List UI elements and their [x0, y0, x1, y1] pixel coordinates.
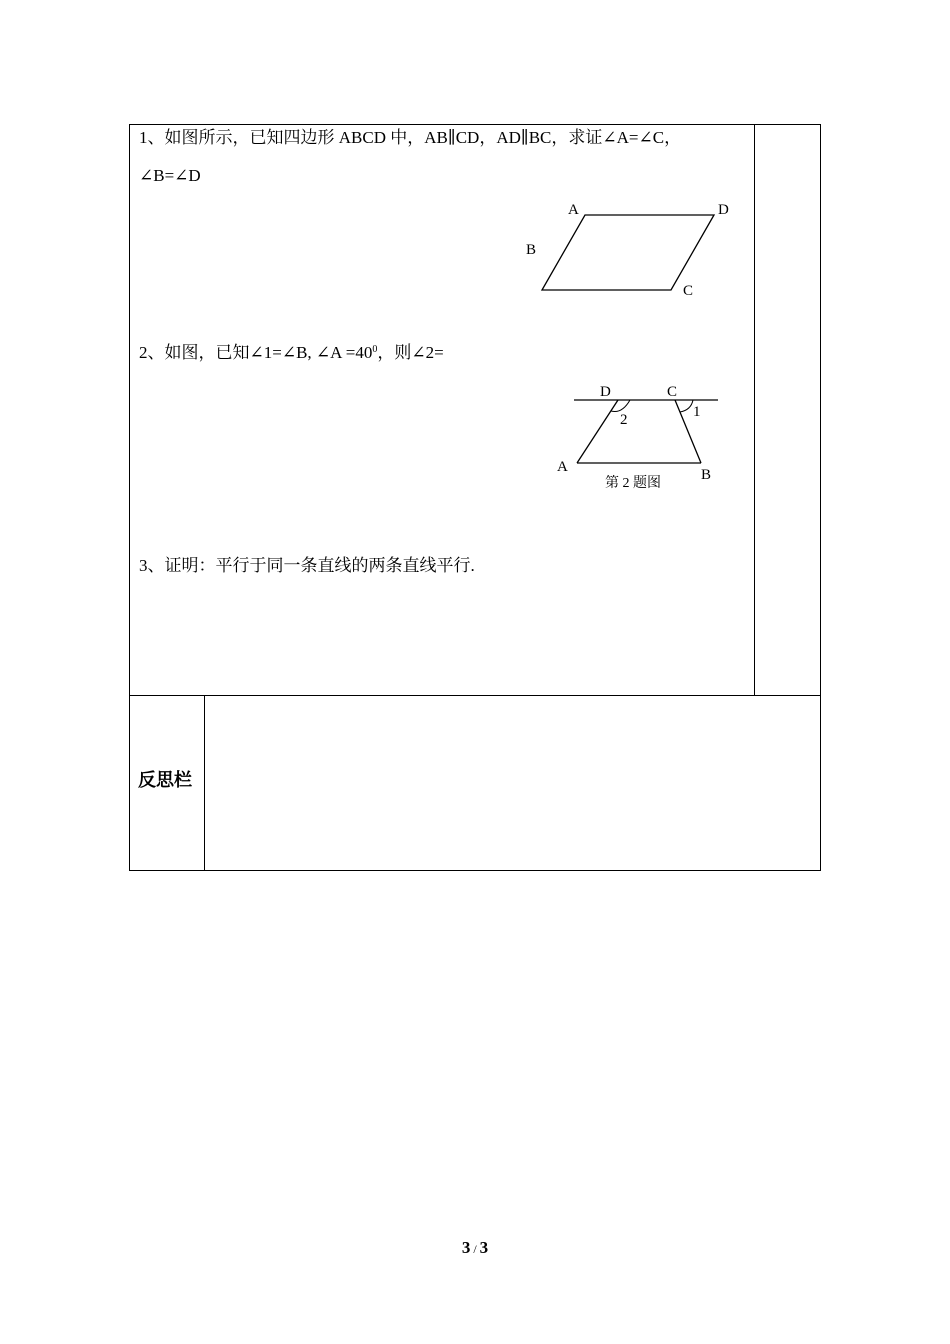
q2-vertex-label-d: D [600, 384, 611, 400]
reflection-label: 反思栏 [138, 770, 192, 790]
q2-angle-label-2: 2 [620, 412, 628, 428]
segment-ad [577, 400, 618, 463]
q2-vertex-label-b: B [701, 467, 712, 483]
page-number-total: 3 [479, 1238, 489, 1257]
page-number-separator: / [473, 1242, 477, 1256]
page-number [0, 1238, 950, 1258]
angle-1-arc [680, 400, 693, 412]
q1-vertex-label-c: C [683, 283, 694, 299]
question-3-text: 3、证明：平行于同一条直线的两条直线平行. [139, 556, 475, 575]
q1-vertex-label-b: B [526, 242, 537, 258]
question-1-text-line-2: ∠B=∠D [139, 166, 201, 185]
q2-vertex-label-c: C [667, 384, 678, 400]
page-number-current: 3 [461, 1238, 471, 1257]
reflection-area[interactable] [206, 697, 819, 869]
q2-angle-label-1: 1 [693, 404, 701, 420]
question-1-text-line-1: 1、如图所示，已知四边形 ABCD 中，AB∥CD，AD∥BC，求证∠A=∠C， [139, 128, 682, 147]
question-2-text-before: 2、如图，已知∠1=∠B, ∠A =40 [139, 343, 373, 362]
q1-vertex-label-a: A [568, 202, 579, 218]
q1-vertex-label-d: D [718, 202, 729, 218]
q2-figure-caption: 第 2 题图 [605, 476, 661, 491]
q2-vertex-label-a: A [557, 459, 568, 475]
question-2-text-after: ，则∠2= [377, 343, 444, 362]
degree-superscript: 0 [372, 344, 378, 355]
